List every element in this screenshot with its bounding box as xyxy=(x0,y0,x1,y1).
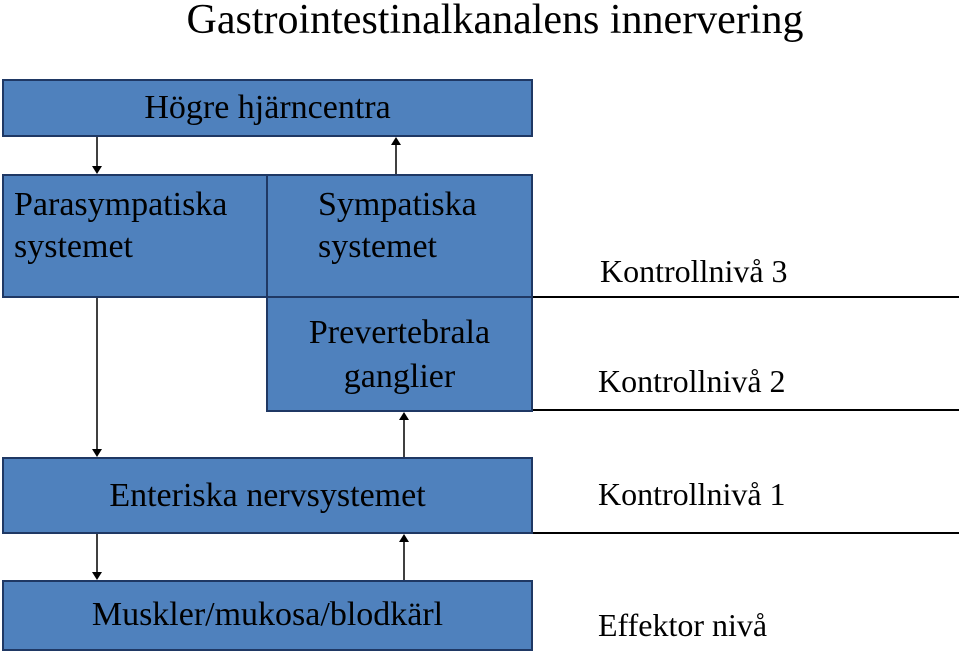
effector-level-label: Effektor nivå xyxy=(598,607,768,643)
level1-label: Kontrollnivå 1 xyxy=(598,476,786,512)
arrowhead-enteric-right xyxy=(399,534,409,542)
enteric-label: Enteriska nervsystemet xyxy=(109,477,426,514)
level2-label: Kontrollnivå 2 xyxy=(598,363,786,399)
arrowhead-enteric-left xyxy=(92,449,102,457)
page-title: Gastrointestinalkanalens innervering xyxy=(186,0,804,43)
prevertebral-label-line2: ganglier xyxy=(343,358,456,395)
arrowhead-parasympathetic xyxy=(92,166,102,174)
arrowhead-higher xyxy=(391,137,401,145)
level3-label: Kontrollnivå 3 xyxy=(600,253,788,289)
parasympathetic-label-line1: Parasympatiska xyxy=(14,186,228,223)
higher-centers-label: Högre hjärncentra xyxy=(144,89,391,126)
sympathetic-label-line1: Sympatiska xyxy=(318,186,477,223)
arrowhead-effectors xyxy=(92,572,102,580)
parasympathetic-label-line2: systemet xyxy=(14,228,133,265)
effectors-label: Muskler/mukosa/blodkärl xyxy=(91,596,444,633)
sympathetic-label-line2: systemet xyxy=(318,228,437,265)
prevertebral-label-line1: Prevertebrala xyxy=(308,314,491,351)
arrowhead-prevertebral xyxy=(399,412,409,420)
